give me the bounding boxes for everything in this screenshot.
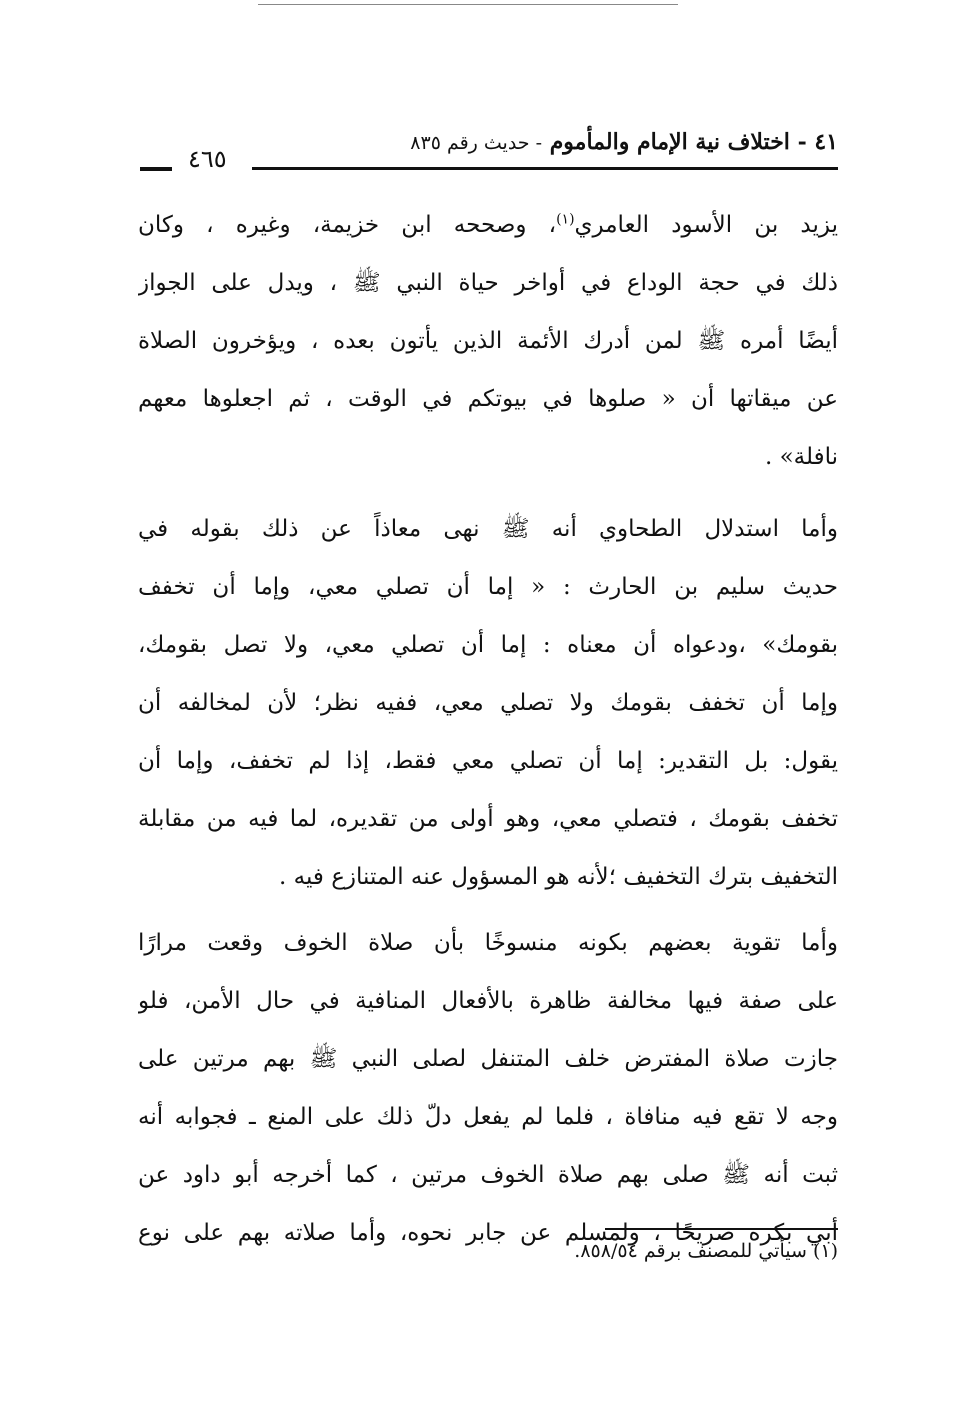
- text-line: نافلة» .: [764, 444, 838, 470]
- paragraph-spacer: [138, 906, 838, 914]
- text-line: يزيد بن الأسود العامري$^{(١)}$، وصححه ابن خزيمة، وغيره ، وكان: [138, 211, 838, 238]
- text-line: جازت صلاة المفترض خلف المتنفل لصلى النبي ﷺ بهم مرتين على: [138, 1046, 838, 1072]
- main-text: [138, 196, 838, 1262]
- text-line: حديث سليم بن الحارث : « إما أن تصلي معي، وإما أن تخفف: [138, 574, 838, 600]
- text-line: بقومك» ،ودعواه أن معناه : إما أن تصلي معي، ولا تصل بقومك،: [138, 632, 838, 658]
- paragraph-spacer: [138, 486, 838, 500]
- text-line: وأما تقوية بعضهم بكونه منسوخًا بأن صلاة الخوف وقعت مرارًا: [138, 930, 838, 956]
- hadith-reference: - حديث رقم ٨٣٥: [410, 132, 543, 154]
- text-line: عن ميقاتها أن « صلوها في بيوتكم في الوقت ، ثم اجعلوها معهم: [138, 386, 838, 412]
- page-number: ٤٦٥: [188, 145, 227, 173]
- top-edge-rule: [258, 4, 678, 5]
- text-line: على صفة فيها مخالفة ظاهرة بالأفعال المنافية في حال الأمن، فلو: [138, 988, 838, 1014]
- footnote-rule: [605, 1228, 838, 1230]
- header-rule: [252, 167, 838, 170]
- text-line: وأما استدلال الطحاوي أنه ﷺ نهى معاذاً عن ذلك بقوله في: [138, 516, 838, 542]
- text-line: يقول: بل التقدير: إما أن تصلي معي فقط، إذا لم تخفف، وإما أن: [138, 748, 838, 774]
- running-header: [140, 125, 838, 177]
- text-line: وجه لا تقع فيه منافاة ، فلما لم يفعل دلّ ذلك على المنع ـ فجوابه أنه: [138, 1104, 838, 1130]
- text-line: أبي بكرة صريحًا ، ولمسلم عن جابر نحوه، وأما صلاته بهم على نوع: [138, 1220, 838, 1246]
- paragraph-2: [138, 500, 838, 906]
- paragraph-3: [138, 914, 838, 1262]
- text-line: أيضًا أمره ﷺ لمن أدرك الأئمة الذين يأتون بعده ، ويؤخرون الصلاة: [138, 328, 838, 354]
- footnote: (١) سيأتي للمصنف برقم ٨٥٨/٥٤.: [574, 1240, 838, 1262]
- text-line: وإما أن تخفف بقومك ولا تصلي معي، ففيه نظر؛ لأن لمخالفه أن: [138, 690, 838, 716]
- chapter-title-text: ٤١ - اختلاف نية الإمام والمأموم: [549, 129, 838, 155]
- text-line: تخفف بقومك ، فتصلي معي، وهو أولى من تقديره، لما فيه من مقابلة: [138, 806, 838, 832]
- text-line: ثبت أنه ﷺ صلى بهم صلاة الخوف مرتين ، كما أخرجه أبو داود عن: [138, 1162, 838, 1188]
- footnote-marker: (١): [556, 211, 575, 228]
- chapter-title: [410, 129, 838, 155]
- paragraph-1: [138, 196, 838, 486]
- text-line: التخفيف بترك التخفيف ؛لأنه هو المسؤول عنه المتنازع فيه .: [279, 864, 838, 890]
- page-number-dash: [140, 167, 172, 171]
- text-line: ذلك في حجة الوداع في أواخر حياة النبي ﷺ ، ويدل على الجواز: [138, 270, 838, 296]
